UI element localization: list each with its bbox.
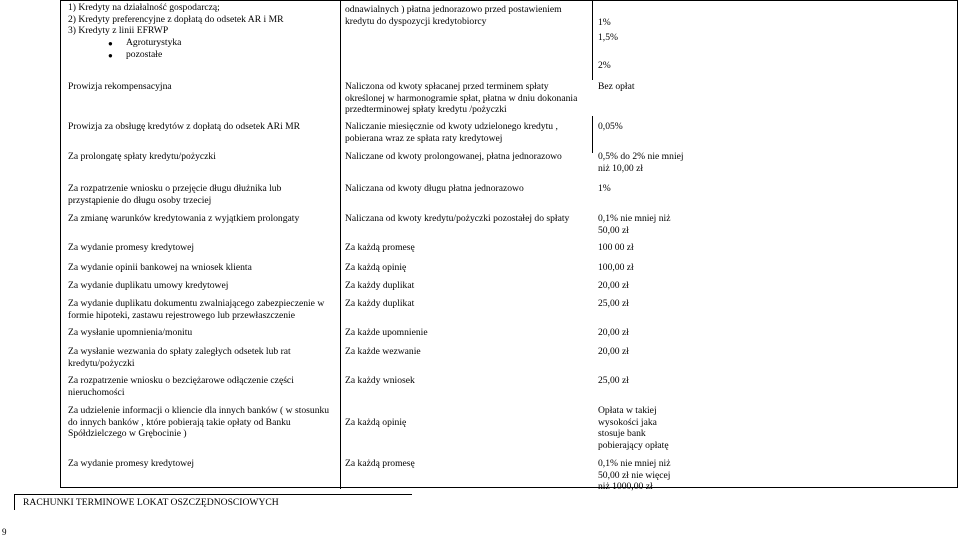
intro-description: odnawialnych ) płatna jednorazowo przed postawieniem kredytu do dyspozycji kredytobiorcy — [345, 4, 562, 27]
bullet-item: Agroturystyka — [126, 37, 182, 48]
row-fee: 1% — [598, 183, 611, 194]
row-description: Za każdą opinię — [345, 262, 407, 273]
row-fee: Bez opłat — [598, 81, 635, 92]
row-fee: 20,00 zł — [598, 346, 629, 357]
row-description: Za każde wezwanie — [345, 346, 421, 357]
row-name: Za wysłanie wezwania do spłaty zaległych odsetek lub rat kredytu/pożyczki — [68, 346, 291, 369]
row-description: Naliczana od kwoty kredytu/pożyczki pozostałej do spłaty — [345, 213, 570, 224]
list-item: 3) Kredyty z linii EFRWP — [68, 25, 169, 36]
row-fee: Opłata w takiej wysokości jaka stosuje bank pobierający opłatę — [598, 405, 669, 451]
row-description: Naliczane od kwoty prolongowanej, płatna jednorazowo — [345, 151, 562, 162]
row-description: Za każdą promesę — [345, 242, 415, 253]
row-fee: 100,00 zł — [598, 262, 634, 273]
row-description: Za każdą promesę — [345, 458, 415, 469]
list-item: 2) Kredyty preferencyjne z dopłatą do odsetek AR i MR — [68, 13, 284, 25]
row-description: Za każdą opinię — [345, 417, 407, 428]
bullet-item: pozostałe — [126, 49, 163, 60]
row-fee: 25,00 zł — [598, 298, 629, 309]
row-description: Za każdy duplikat — [345, 280, 415, 291]
row-name: Za rozpatrzenie wniosku o przejęcie długu dłużnika lub przystąpienie do długu osoby trzeciej — [68, 183, 282, 206]
row-name: Prowizja za obsługę kredytów z dopłatą do odsetek ARi MR — [68, 121, 301, 132]
row-fee: 20,00 zł — [598, 280, 629, 291]
bullet-icon: ● — [108, 51, 113, 60]
row-fee: 0,5% do 2% nie mniej niż 10,00 zł — [598, 151, 684, 174]
row-description: Za każdy duplikat — [345, 298, 415, 309]
row-fee: 100 00 zł — [598, 242, 634, 253]
column-divider — [592, 1, 593, 80]
page-number: 9 — [2, 527, 7, 537]
row-fee: 20,00 zł — [598, 327, 629, 338]
column-divider — [592, 116, 593, 153]
column-divider — [340, 1, 341, 489]
row-fee: 0,1% nie mniej niż 50,00 zł — [598, 213, 671, 236]
row-fee: 0,05% — [598, 121, 623, 132]
row-fee: 25,00 zł — [598, 375, 629, 386]
fee-value: 2% — [598, 60, 611, 71]
row-description: Za każdy wniosek — [345, 375, 415, 386]
row-description: Naliczona od kwoty spłacanej przed terminem spłaty określonej w harmonogramie spłat, płatna w dniu dokonania przedterminowej spłaty kredytu /pożyczki — [345, 81, 578, 115]
row-name: Za prolongatę spłaty kredytu/pożyczki — [68, 151, 216, 162]
row-name: Za rozpatrzenie wniosku o bezciężarowe odłączenie części nieruchomości — [68, 375, 294, 398]
loan-type-list — [68, 2, 336, 37]
row-name: Za wydanie promesy kredytowej — [68, 458, 195, 469]
row-name: Za wydanie duplikatu dokumentu zwalniającego zabezpieczenie w formie hipoteki, zastawu rejestrowego lub przewłaszczenie — [68, 298, 325, 321]
row-name: Za zmianę warunków kredytowania z wyjątkiem prolongaty — [68, 213, 300, 224]
row-name: Za wydanie duplikatu umowy kredytowej — [68, 280, 229, 291]
row-name: Za wydanie opinii bankowej na wniosek klienta — [68, 262, 252, 273]
row-fee: 0,1% nie mniej niż 50,00 zł nie więcej niż 1000,00 zł — [598, 458, 671, 492]
row-description: Za każde upomnienie — [345, 327, 428, 338]
row-name: Za wydanie promesy kredytowej — [68, 242, 195, 253]
section-heading: RACHUNKI TERMINOWE LOKAT OSZCZĘDNOSCIOWYCH — [14, 494, 412, 510]
bullet-icon: ● — [108, 39, 113, 48]
intro-cell — [68, 2, 336, 37]
fee-value: 1,5% — [598, 32, 618, 43]
list-item: 1) Kredyty na działalność gospodarczą; — [68, 2, 220, 13]
row-name: Prowizja rekompensacyjna — [68, 81, 172, 92]
row-name: Za udzielenie informacji o kliencie dla innych banków ( w stosunku do innych banków , które pobierają takie opłaty od Banku Spółdzielczego w Grębocinie ) — [68, 405, 330, 439]
row-name: Za wysłanie upomnienia/monitu — [68, 327, 193, 338]
row-description: Naliczana od kwoty długu płatna jednorazowo — [345, 183, 524, 194]
row-description: Naliczanie miesięcznie od kwoty udzielonego kredytu , pobierana wraz ze spłata raty kredytowej — [345, 121, 558, 144]
fee-value: 1% — [598, 17, 611, 28]
